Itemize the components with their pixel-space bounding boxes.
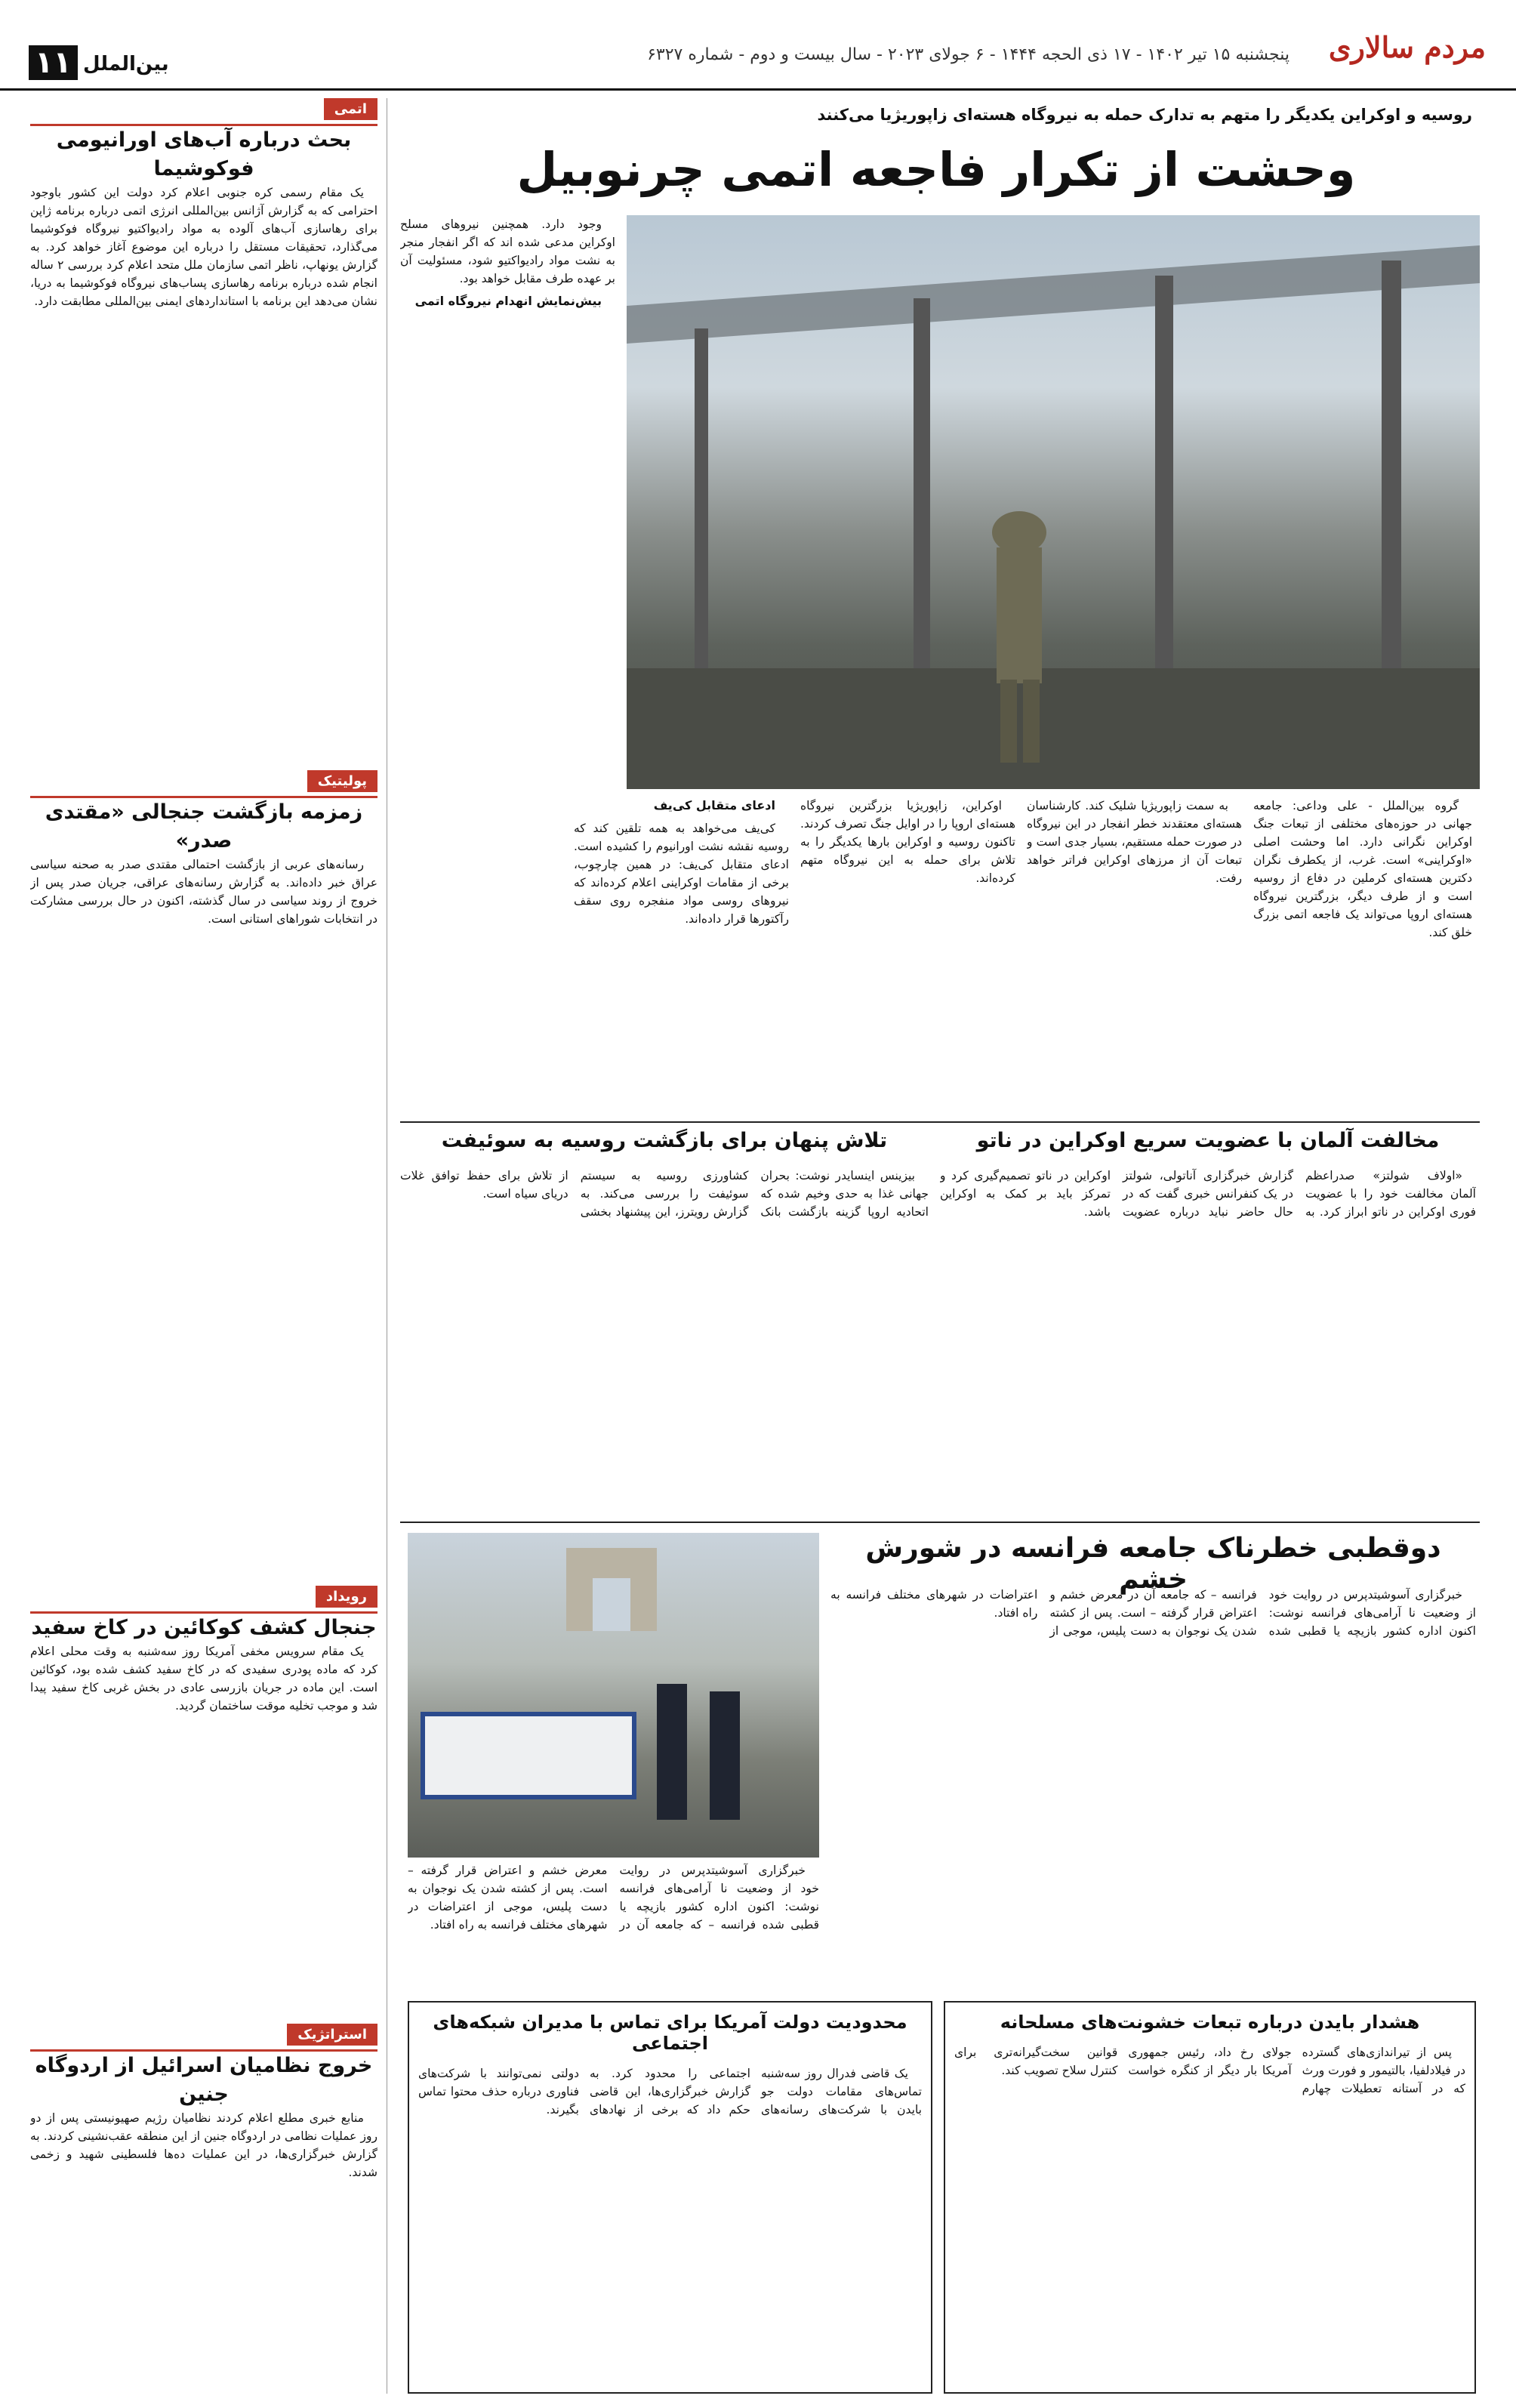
lead-subhead-2: بیش‌نمایش انهدام نیروگاه اتمی xyxy=(414,294,602,308)
sidebar-tag: پولیتیک xyxy=(307,770,377,792)
biden-box xyxy=(944,2001,1476,2394)
divider xyxy=(400,1522,1480,1523)
masthead xyxy=(0,0,1516,91)
sidebar-tag: رویداد xyxy=(316,1586,377,1608)
sidebar-headline: زمزمه بازگشت جنجالی «مقتدی صدر» xyxy=(45,800,363,853)
sidebar-headline: خروج نظامیان اسرائیل از اردوگاه جنین xyxy=(35,2054,373,2106)
lead-headline: وحشت از تکرار فاجعه اتمی چرنوبیل xyxy=(516,142,1356,197)
section-name: بین‌الملل xyxy=(83,53,169,76)
france-body-cont: خبرگزاری آسوشیتدپرس در روایت خود از وضعیت نا آرامی‌های فرانسه نوشت: اکنون اداره کشور بازیچه یا قطبی شده فرانسه – که جامعه آن در معرض خشم و اعتراض قرار گرفته – است. پس از کشته شدن یک نوجوان به دست پلیس، موجی از اعتراضات در شهرهای مختلف فرانسه به راه افتاد. xyxy=(408,1864,819,1932)
nuclear-plant-soldier-photo xyxy=(627,215,1480,789)
france-headline: دوقطبی خطرناک جامعه فرانسه در شورش خشم xyxy=(865,1533,1441,1595)
germany-body: «اولاف شولتز» صدراعظم آلمان مخالفت خود را با عضویت فوری اوکراین در ناتو ابراز کرد. به گزارش خبرگزاری آناتولی، شولتز در یک کنفرانس خبری گفت که در حال حاضر نباید درباره عضویت اوکراین در ناتو تصمیم‌گیری کرد و تمرکز باید بر کمک به اوکراین باشد. xyxy=(940,1169,1476,1219)
sidebar-body: رسانه‌های عربی از بازگشت احتمالی مقتدی صدر به صحنه سیاسی عراق خبر داده‌اند. به گزارش رسانه‌های عراقی، جریان صدر پس از خروج از روند سیاسی در سال گذشته، اکنون در حال بررسی مشارکت در انتخابات شوراهای استانی است. xyxy=(30,858,377,926)
lead-subhead-1: ادعای متقابل کی‌یف xyxy=(653,798,775,812)
lead-column-3: اوکراین، زاپوریژیا بزرگترین نیروگاه هسته‌ای اروپا را در اوایل جنگ تصرف کردند. تاکنون روسیه و اوکراین بارها یکدیگر را به تلاش برای حمله به این نیروگاه متهم کرده‌اند. xyxy=(800,799,1015,885)
page-number: ۱۱ xyxy=(29,45,78,80)
paris-police-photo xyxy=(408,1533,819,1858)
lead-column-4: ادعای متقابل کی‌یف کی‌یف می‌خواهد به همه تلقین کند که روسیه نقشه نشت اورانیوم را کشیده است. ادعای متقابل کی‌یف: در همین چارچوب، برخی از مقامات اوکراینی اعلام کرده‌اند که نیروهای روسی مواد منفجره روی سقف رآکتورها قرار داده‌اند. xyxy=(574,798,789,926)
social-media-headline: محدودیت دولت آمریکا برای تماس با مدیران شبکه‌های اجتماعی xyxy=(433,2012,907,2054)
swift-body: بیزینس اینسایدر نوشت: بحران جهانی غذا به حدی وخیم شده که اتحادیه اروپا گزینه بازگشت بانک کشاورزی روسیه به سیستم سوئیفت را بررسی می‌کند. به گزارش رویترز، این پیشنهاد بخشی از تلاش برای حفظ توافق غلات دریای سیاه است. xyxy=(400,1169,929,1219)
divider xyxy=(400,1121,1480,1123)
lead-column-2: به سمت زاپوریژیا شلیک کند. کارشناسان هسته‌ای معتقدند خطر انفجار در این نیروگاه در صورت حمله مستقیم، بسیار جدی است و تبعات آن از مرزهای اوکراین فراتر خواهد رفت. xyxy=(1027,799,1242,885)
dateline: پنجشنبه ۱۵ تیر ۱۴۰۲ - ۱۷ ذی الحجه ۱۴۴۴ - ۶ جولای ۲۰۲۳ - سال بیست و دوم - شماره ۶۳۲۷ xyxy=(647,45,1290,64)
sidebar-sadr xyxy=(30,770,377,1389)
lead-photo xyxy=(627,215,1480,789)
sidebar-body: یک مقام سرویس مخفی آمریکا روز سه‌شنبه به وقت محلی اعلام کرد که ماده پودری سفیدی که در کاخ سفید کشف شده بود، کوکائین است. این ماده در جریان بازرسی عادی در بخش غربی کاخ سفید پیدا شد و موجب تخلیه موقت ساختمان گردید. xyxy=(30,1645,377,1713)
germany-headline: مخالفت آلمان با عضویت سریع اوکراین در ناتو xyxy=(976,1129,1440,1152)
biden-body: پس از تیراندازی‌های گسترده در فیلادلفیا، بالتیمور و فورت ورث که در آستانه تعطیلات چهارم جولای رخ داد، رئیس جمهوری آمریکا بار دیگر از کنگره خواست قوانین سخت‌گیرانه‌تری برای کنترل سلاح تصویب کند. xyxy=(954,2046,1465,2095)
sidebar-headline: بحث درباره آب‌های اورانیومی فوکوشیما xyxy=(56,128,352,180)
sidebar-body: منابع خبری مطلع اعلام کردند نظامیان رژیم صهیونیستی پس از دو روز عملیات نظامی در اردوگاه جنین از این منطقه عقب‌نشینی کردند. به گزارش خبرگزاری‌ها، در این عملیات ده‌ها فلسطینی شهید و زخمی شدند. xyxy=(30,2111,377,2179)
social-media-box xyxy=(408,2001,932,2394)
sidebar-tag: اتمی xyxy=(324,98,377,120)
france-body: خبرگزاری آسوشیتدپرس در روایت خود از وضعیت نا آرامی‌های فرانسه نوشت: اکنون اداره کشور بازیچه یا قطبی شده فرانسه – که جامعه آن در معرض خشم و اعتراض قرار گرفته – است. پس از کشته شدن یک نوجوان به دست پلیس، موجی از اعتراضات در شهرهای مختلف فرانسه به راه افتاد. xyxy=(830,1588,1476,1638)
sidebar-headline: جنجال کشف کوکائین در کاخ سفید xyxy=(31,1616,377,1639)
france-photo xyxy=(408,1533,819,1858)
biden-headline: هشدار بایدن درباره تبعات خشونت‌های مسلحانه xyxy=(1000,2012,1420,2033)
lead-column-1: گروه بین‌الملل - علی وداعی: جامعه جهانی در حوزه‌های مختلفی از تبعات جنگ اوکراین نگرانی دارد. اما وحشت اصلی «اوکراینی» است. غرب، از یکطرف نگران دکترین هسته‌ای کرملین در دفاع از روسیه است و از طرف دیگر، بزرگترین نیروگاه هسته‌ای اروپا می‌تواند یک فاجعه اتمی بزرگ خلق کند. xyxy=(1253,799,1472,939)
sidebar-jenin xyxy=(30,2024,377,2394)
sidebar-body: یک مقام رسمی کره جنوبی اعلام کرد دولت این کشور باوجود احترامی که به گزارش آژانس بین‌المللی انرژی اتمی درباره برنامه ژاپن برای رهاسازی آب‌های آلوده به مواد رادیواکتیو نیروگاه فوکوشیما می‌گذارد، تحقیقات مستقل را درباره این موضوع آغاز خواهد کرد. به گزارش یونهاپ، ناظر اتمی سازمان ملل متحد اعلام کرد بررسی ۲ ساله انجام شده درباره برنامه رهاسازی پساب‌های نیروگاه فوکوشیما به دریا، نشان می‌دهد این برنامه با استانداردهای ایمنی بین‌المللی مطابقت دارد. xyxy=(30,186,377,308)
sidebar-tag: استراتژیک xyxy=(287,2024,377,2046)
lead-column-5: وجود دارد. همچنین نیروهای مسلح اوکراین مدعی شده اند که اگر انفجار منجر به نشت مواد رادیواکتیو شود، مسئولیت آن بر عهده طرف مقابل خواهد بود. بیش‌نمایش انهدام نیروگاه اتمی xyxy=(400,215,615,789)
sidebar-fukushima xyxy=(30,98,377,755)
social-media-body: یک قاضی فدرال روز سه‌شنبه تماس‌های مقامات دولت جو بایدن با شرکت‌های رسانه‌های اجتماعی را محدود کرد. به گزارش خبرگزاری‌ها، این قاضی حکم داد که برخی از نهادهای دولتی نمی‌توانند با شرکت‌های فناوری درباره حذف محتوا تماس بگیرند. xyxy=(418,2067,922,2117)
lead-kicker: روسیه و اوکراین یکدیگر را متهم به تدارک حمله به نیروگاه هسته‌ای زاپوریژیا می‌کنند xyxy=(817,106,1472,124)
sidebar-cocaine xyxy=(30,1586,377,2009)
newspaper-logo: مردم سالاری xyxy=(1328,30,1486,64)
swift-headline: تلاش پنهان برای بازگشت روسیه به سوئیفت xyxy=(441,1129,888,1152)
